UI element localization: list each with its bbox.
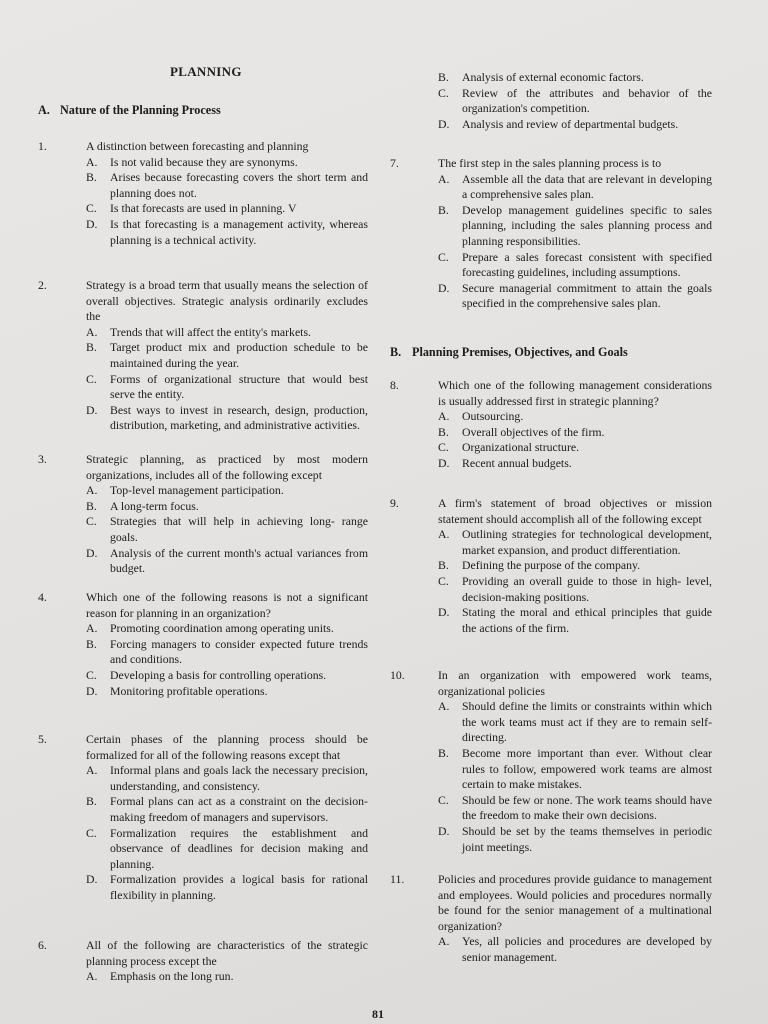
option-letter: D. bbox=[86, 545, 98, 560]
question-number: 11. bbox=[390, 872, 405, 886]
option-text: Analysis of external economic factors. bbox=[462, 70, 644, 84]
question-stem: A firm's statement of broad objectives or mission statement should accomplish all of the following except bbox=[438, 496, 712, 526]
option-letter: C. bbox=[86, 667, 97, 682]
question-7 bbox=[390, 156, 712, 312]
option-text: Emphasis on the long run. bbox=[110, 969, 234, 984]
option-text: Outlining strategies for technological development, market expansion, and product differentiation. bbox=[462, 527, 712, 557]
question-9 bbox=[390, 496, 712, 636]
section-letter: B. bbox=[390, 345, 402, 359]
option-text: Should be few or none. The work teams should have the freedom to make their own decisions. bbox=[462, 792, 712, 823]
question-stem: A distinction between forecasting and planning bbox=[86, 139, 309, 153]
option-text: Become more important than ever. Without clear rules to follow, empowered work teams are almost certain to make mistakes. bbox=[462, 745, 712, 792]
option-letter: A. bbox=[438, 527, 450, 542]
option-letter: A. bbox=[438, 699, 450, 714]
option-b bbox=[438, 558, 712, 574]
option-text: Defining the purpose of the company. bbox=[462, 558, 641, 573]
question-number: 3. bbox=[38, 452, 47, 466]
option-c bbox=[86, 372, 368, 403]
option-letter: C. bbox=[86, 371, 97, 386]
option-letter: D. bbox=[86, 872, 98, 887]
option-letter: D. bbox=[438, 280, 450, 295]
question-stem: Which one of the following management considerations is usually addressed first in strategic planning? bbox=[438, 378, 712, 408]
question-6-continued bbox=[390, 70, 712, 132]
option-b bbox=[86, 340, 368, 371]
option-a bbox=[86, 155, 368, 171]
question-stem: Strategy is a broad term that usually means the selection of overall objectives. Strategic analysis ordinarily excludes the bbox=[86, 278, 368, 324]
question-stem: The first step in the sales planning process is to bbox=[438, 156, 662, 170]
option-letter: C. bbox=[438, 573, 449, 588]
option-c bbox=[438, 793, 712, 824]
option-text: Promoting coordination among operating units. bbox=[110, 621, 334, 636]
option-text: Recent annual budgets. bbox=[462, 455, 572, 470]
option-letter: D. bbox=[86, 402, 98, 417]
section-a-heading bbox=[38, 103, 221, 118]
option-text: Is not valid because they are synonyms. bbox=[110, 154, 298, 169]
option-text: Informal plans and goals lack the necessary precision, understanding, and consistency. bbox=[110, 763, 368, 793]
option-text: Review of the attributes and behavior of the organization's competition. bbox=[462, 85, 712, 116]
option-text: Analysis and review of departmental budgets. bbox=[462, 116, 679, 131]
option-a bbox=[438, 934, 712, 965]
section-title: Nature of the Planning Process bbox=[60, 103, 221, 117]
section-letter: A. bbox=[38, 103, 50, 117]
option-letter: B. bbox=[438, 424, 449, 439]
option-text: Organizational structure. bbox=[462, 440, 580, 455]
option-a bbox=[438, 172, 712, 203]
option-letter: C. bbox=[86, 514, 97, 529]
question-number: 8. bbox=[390, 378, 399, 392]
question-number: 1. bbox=[38, 139, 47, 153]
question-number: 6. bbox=[38, 938, 47, 952]
option-letter: A. bbox=[438, 934, 450, 949]
question-8 bbox=[390, 378, 712, 472]
option-letter: B. bbox=[438, 202, 449, 217]
option-a bbox=[438, 527, 712, 558]
option-text: Arises because forecasting covers the short term and planning does not. bbox=[110, 170, 368, 200]
option-c bbox=[86, 201, 368, 217]
option-a bbox=[438, 699, 712, 746]
option-b bbox=[86, 170, 368, 201]
option-d bbox=[86, 217, 368, 248]
option-letter: C. bbox=[86, 825, 97, 840]
question-3 bbox=[38, 452, 368, 577]
option-letter: A. bbox=[86, 969, 98, 984]
option-text: Overall objectives of the firm. bbox=[462, 424, 605, 439]
option-letter: A. bbox=[86, 483, 98, 498]
option-text: A long-term focus. bbox=[110, 498, 199, 513]
option-text: Yes, all policies and procedures are developed by senior management. bbox=[462, 934, 712, 964]
option-text: Forms of organizational structure that would best serve the entity. bbox=[110, 371, 368, 402]
option-letter: B. bbox=[86, 636, 97, 651]
option-b bbox=[438, 425, 712, 441]
option-d bbox=[438, 824, 712, 855]
option-text: Formalization provides a logical basis for rational flexibility in planning. bbox=[110, 872, 368, 902]
option-a bbox=[86, 969, 368, 985]
question-number: 10. bbox=[390, 668, 405, 682]
option-d bbox=[86, 546, 368, 577]
option-letter: C. bbox=[438, 249, 449, 264]
option-a bbox=[86, 763, 368, 794]
page-title: PLANNING bbox=[170, 64, 242, 79]
option-text: Outsourcing. bbox=[462, 409, 524, 424]
question-6 bbox=[38, 938, 368, 985]
option-c bbox=[438, 86, 712, 117]
question-5 bbox=[38, 732, 368, 904]
question-4 bbox=[38, 590, 368, 699]
option-b bbox=[438, 746, 712, 793]
section-title: Planning Premises, Objectives, and Goals bbox=[412, 345, 628, 359]
section-b-heading bbox=[390, 345, 628, 360]
option-a bbox=[86, 325, 368, 341]
option-text: Providing an overall guide to those in high- level, decision-making positions. bbox=[462, 573, 712, 604]
option-letter: B. bbox=[86, 794, 97, 809]
option-letter: C. bbox=[438, 440, 449, 455]
question-stem: All of the following are characteristics of the strategic planning process except the bbox=[86, 938, 368, 968]
option-text: Secure managerial commitment to attain the goals specified in the comprehensive sales plan. bbox=[462, 280, 712, 311]
option-letter: D. bbox=[438, 605, 450, 620]
question-number: 7. bbox=[390, 156, 399, 170]
option-d bbox=[438, 456, 712, 472]
option-b bbox=[86, 794, 368, 825]
question-number: 2. bbox=[38, 278, 47, 292]
option-letter: A. bbox=[86, 324, 98, 339]
option-letter: A. bbox=[438, 171, 450, 186]
option-letter: B. bbox=[438, 745, 449, 760]
question-stem: Policies and procedures provide guidance to management and employees. Would policies and procedures normally be found for the senior management of a multinational organization? bbox=[438, 872, 712, 933]
option-d bbox=[86, 403, 368, 434]
option-c bbox=[438, 250, 712, 281]
option-text: Trends that will affect the entity's markets. bbox=[110, 324, 311, 339]
option-letter: D. bbox=[438, 823, 450, 838]
option-letter: A. bbox=[86, 621, 98, 636]
option-d bbox=[86, 684, 368, 700]
option-letter: C. bbox=[86, 201, 97, 216]
question-stem: Strategic planning, as practiced by most modern organizations, includes all of the following except bbox=[86, 452, 368, 482]
option-letter: C. bbox=[438, 85, 449, 100]
option-text: Best ways to invest in research, design, production, distribution, marketing, and administrative activities. bbox=[110, 402, 368, 433]
option-letter: A. bbox=[86, 154, 98, 169]
option-d bbox=[438, 605, 712, 636]
option-c bbox=[86, 826, 368, 873]
option-b bbox=[86, 499, 368, 515]
option-text: Assemble all the data that are relevant in developing a comprehensive sales plan. bbox=[462, 171, 712, 202]
question-10 bbox=[390, 668, 712, 855]
question-stem: In an organization with empowered work teams, organizational policies bbox=[438, 668, 712, 698]
question-1 bbox=[38, 139, 368, 248]
option-text: Develop management guidelines specific to sales planning, including the sales planning process and planning responsibilities. bbox=[462, 202, 712, 248]
option-c bbox=[438, 440, 712, 456]
option-text: Is that forecasts are used in planning. V bbox=[110, 201, 297, 216]
option-text: Strategies that will help in achieving long- range goals. bbox=[110, 514, 368, 544]
option-letter: B. bbox=[86, 170, 97, 185]
option-b bbox=[438, 70, 712, 86]
question-11 bbox=[390, 872, 712, 966]
option-c bbox=[86, 514, 368, 545]
question-stem: Certain phases of the planning process should be formalized for all of the following reasons except that bbox=[86, 732, 368, 762]
option-text: Should be set by the teams themselves in periodic joint meetings. bbox=[462, 823, 712, 854]
option-letter: D. bbox=[86, 683, 98, 698]
question-number: 9. bbox=[390, 496, 399, 510]
option-c bbox=[438, 574, 712, 605]
option-letter: B. bbox=[438, 70, 449, 84]
option-text: Stating the moral and ethical principles that guide the actions of the firm. bbox=[462, 605, 712, 635]
option-b bbox=[86, 637, 368, 668]
option-letter: B. bbox=[438, 558, 449, 573]
option-a bbox=[438, 409, 712, 425]
option-letter: A. bbox=[438, 409, 450, 424]
option-letter: C. bbox=[438, 792, 449, 807]
option-b bbox=[438, 203, 712, 250]
question-number: 5. bbox=[38, 732, 47, 746]
option-text: Forcing managers to consider expected future trends and conditions. bbox=[110, 636, 368, 667]
question-2 bbox=[38, 278, 368, 434]
option-letter: D. bbox=[438, 455, 450, 470]
option-text: Top-level management participation. bbox=[110, 483, 284, 498]
option-text: Monitoring profitable operations. bbox=[110, 683, 268, 698]
option-letter: B. bbox=[86, 340, 97, 355]
option-text: Should define the limits or constraints within which the work teams must act if they are to remain self-directing. bbox=[462, 699, 712, 745]
page-number: 81 bbox=[372, 1007, 384, 1021]
option-letter: D. bbox=[86, 216, 98, 231]
option-letter: B. bbox=[86, 498, 97, 513]
option-text: Prepare a sales forecast consistent with specified forecasting guidelines, including assumptions. bbox=[462, 249, 712, 280]
option-text: Formal plans can act as a constraint on the decision-making freedom of managers and supervisors. bbox=[110, 794, 368, 824]
option-c bbox=[86, 668, 368, 684]
option-text: Formalization requires the establishment and observance of deadlines for decision making and planning. bbox=[110, 825, 368, 871]
option-text: Analysis of the current month's actual variances from budget. bbox=[110, 545, 368, 576]
option-text: Is that forecasting is a management activity, whereas planning is a technical activity. bbox=[110, 216, 368, 247]
option-a bbox=[86, 483, 368, 499]
option-letter: D. bbox=[438, 116, 450, 131]
option-text: Target product mix and production schedule to be maintained during the year. bbox=[110, 340, 368, 370]
option-letter: A. bbox=[86, 763, 98, 778]
option-a bbox=[86, 621, 368, 637]
question-number: 4. bbox=[38, 590, 47, 604]
option-d bbox=[438, 281, 712, 312]
question-stem: Which one of the following reasons is not a significant reason for planning in an organization? bbox=[86, 590, 368, 620]
option-d bbox=[438, 117, 712, 133]
option-text: Developing a basis for controlling operations. bbox=[110, 667, 327, 682]
option-d bbox=[86, 872, 368, 903]
